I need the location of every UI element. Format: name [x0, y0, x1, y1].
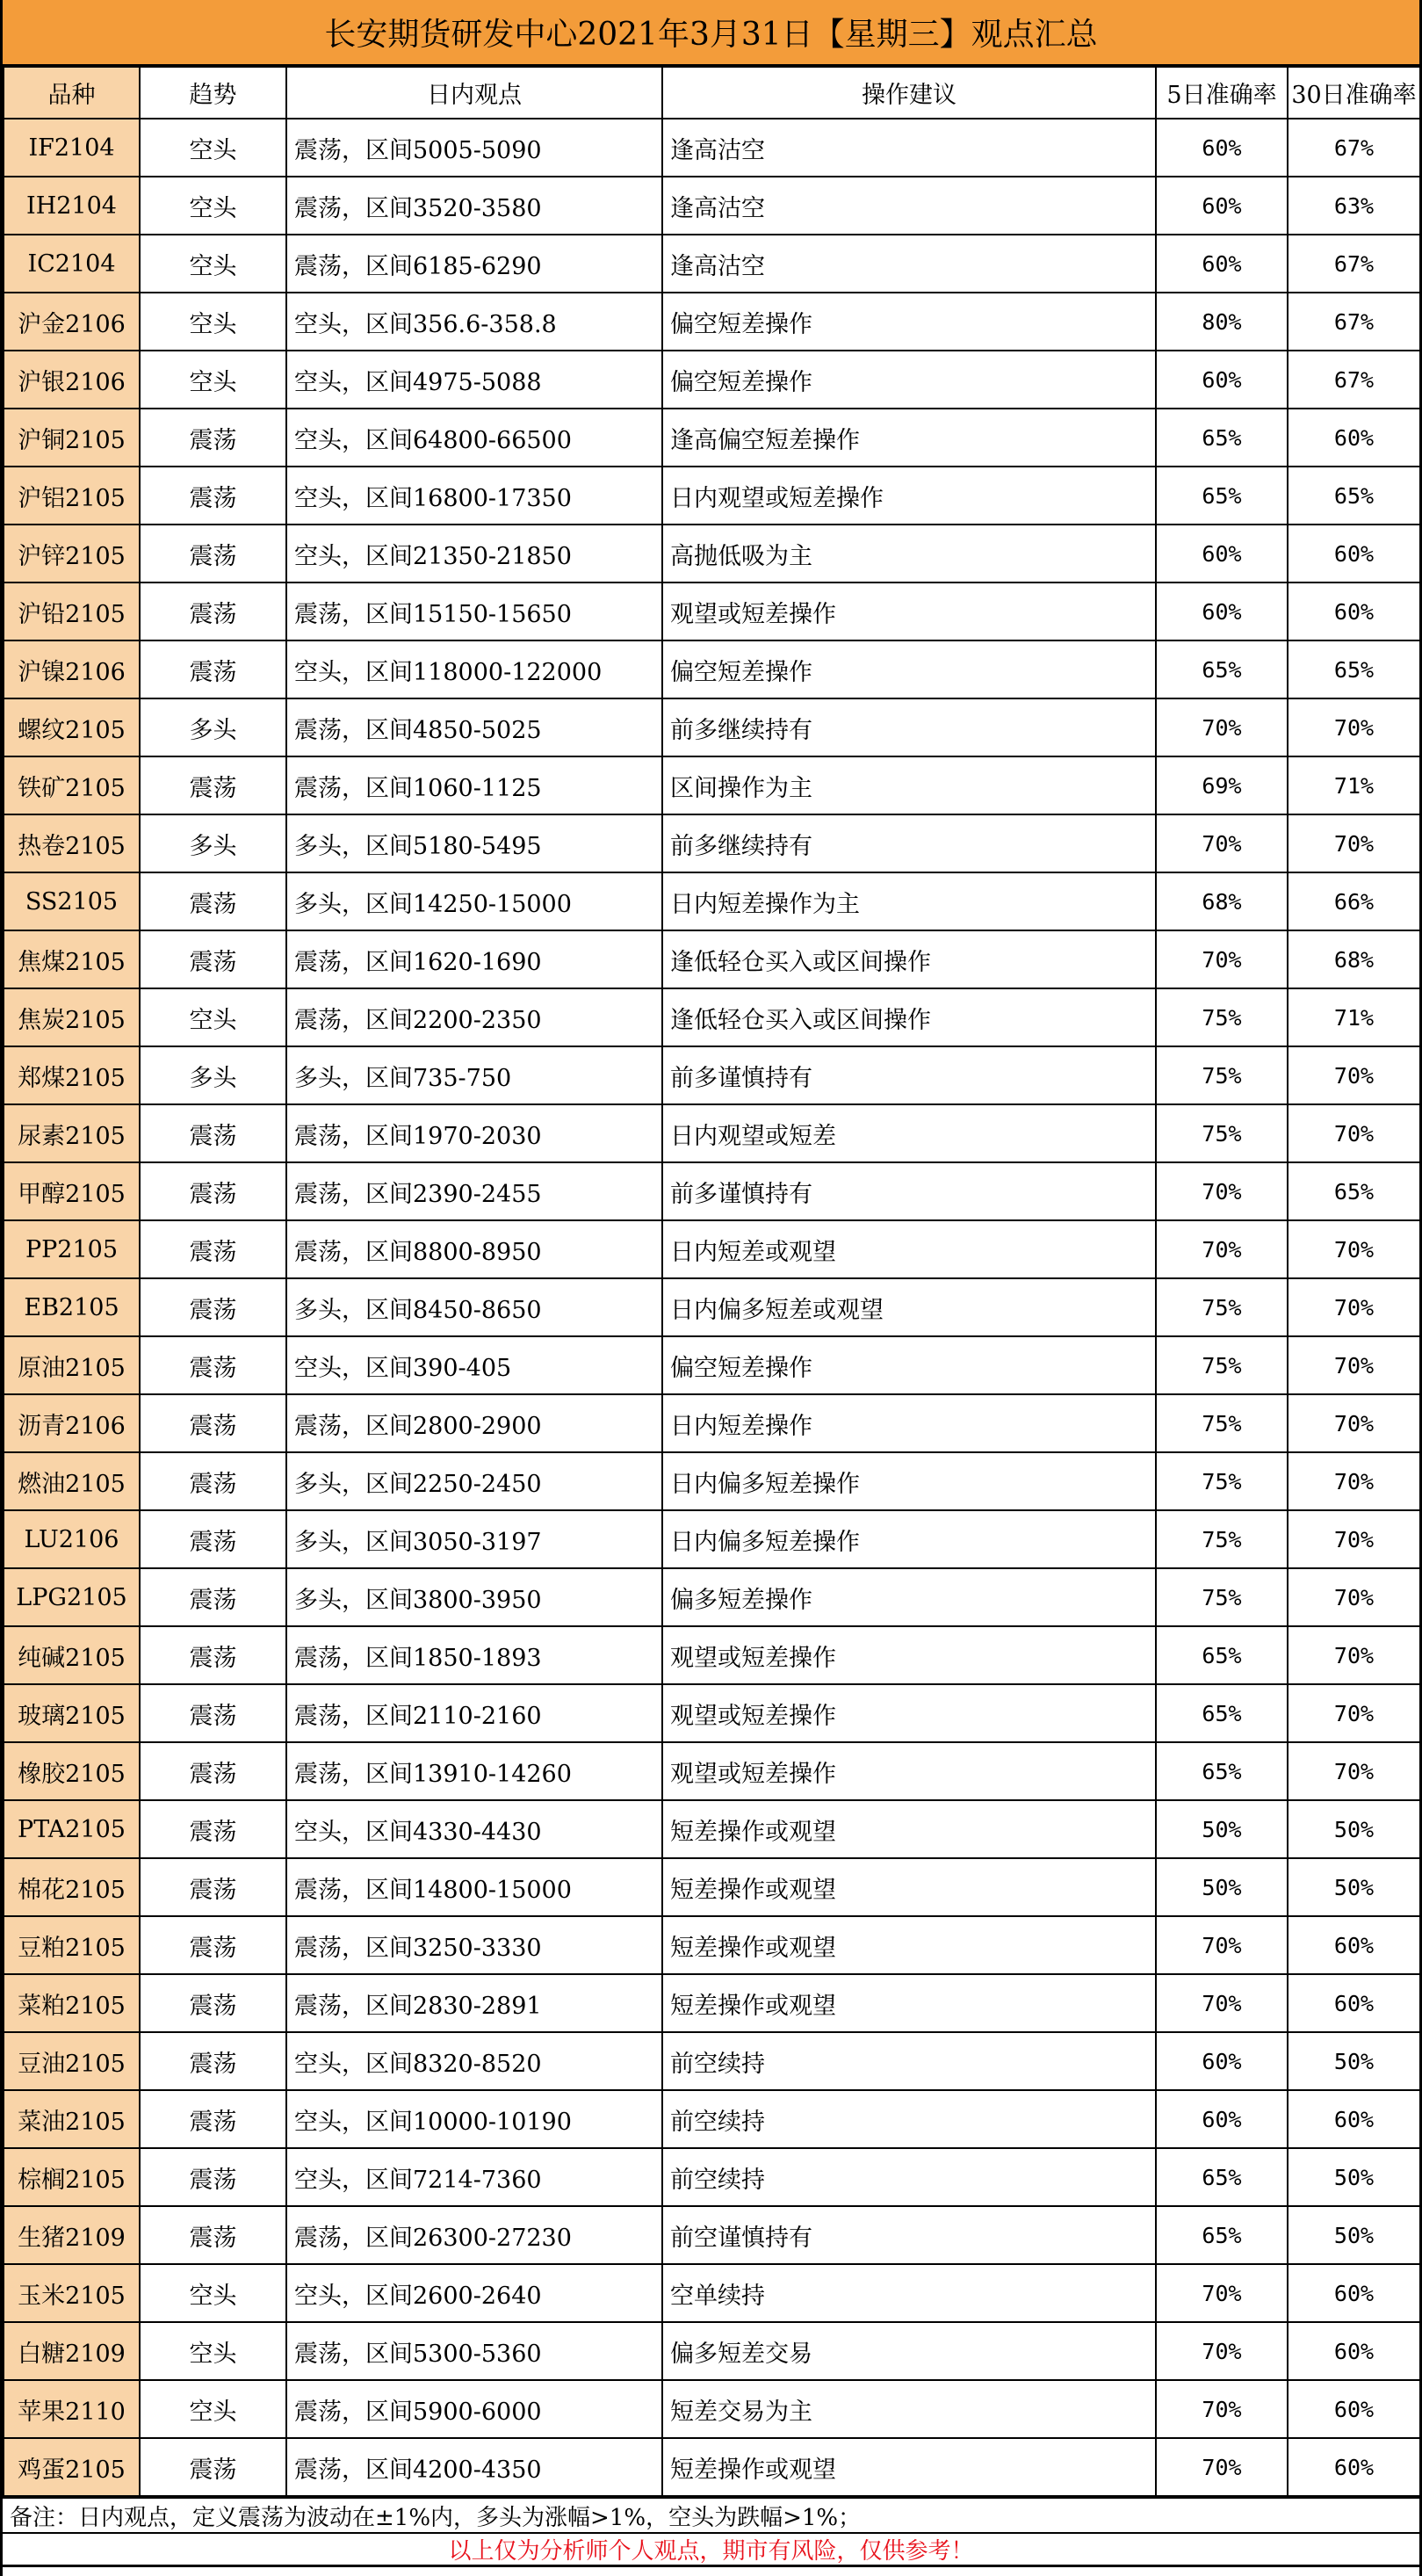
cell-trend: 震荡	[140, 930, 286, 988]
cell-advice: 日内短差或观望	[662, 1220, 1156, 1278]
table-row	[4, 235, 1420, 293]
cell-acc30: 65%	[1288, 640, 1420, 698]
cell-trend: 震荡	[140, 525, 286, 582]
cell-advice: 逢低轻仓买入或区间操作	[662, 988, 1156, 1046]
cell-trend: 空头	[140, 988, 286, 1046]
cell-acc5: 50%	[1156, 1800, 1288, 1858]
cell-name: 热卷2105	[4, 814, 140, 872]
cell-view: 空头，区间7214-7360	[286, 2148, 662, 2206]
cell-advice: 前空续持	[662, 2148, 1156, 2206]
cell-trend: 多头	[140, 1046, 286, 1104]
table-row	[4, 1684, 1420, 1742]
cell-acc30: 70%	[1288, 1104, 1420, 1162]
table-row	[4, 2380, 1420, 2438]
cell-acc30: 70%	[1288, 1626, 1420, 1684]
cell-trend: 震荡	[140, 1974, 286, 2032]
cell-view: 震荡，区间2800-2900	[286, 1394, 662, 1452]
cell-advice: 空单续持	[662, 2264, 1156, 2322]
table-row	[4, 1394, 1420, 1452]
cell-acc30: 50%	[1288, 2032, 1420, 2090]
cell-name: EB2105	[4, 1278, 140, 1336]
cell-trend: 震荡	[140, 2206, 286, 2264]
cell-acc30: 60%	[1288, 2264, 1420, 2322]
table-row	[4, 1104, 1420, 1162]
cell-acc5: 65%	[1156, 640, 1288, 698]
cell-view: 震荡，区间2390-2455	[286, 1162, 662, 1220]
table-row	[4, 640, 1420, 698]
cell-name: 焦煤2105	[4, 930, 140, 988]
cell-advice: 日内短差操作为主	[662, 872, 1156, 930]
cell-acc30: 60%	[1288, 2380, 1420, 2438]
cell-view: 震荡，区间5005-5090	[286, 119, 662, 177]
table-row	[4, 1568, 1420, 1626]
cell-advice: 前空续持	[662, 2032, 1156, 2090]
header-acc30: 30日准确率	[1288, 67, 1420, 119]
cell-name: 苹果2110	[4, 2380, 140, 2438]
cell-acc30: 70%	[1288, 1278, 1420, 1336]
cell-acc30: 50%	[1288, 2148, 1420, 2206]
cell-name: LPG2105	[4, 1568, 140, 1626]
cell-view: 空头，区间356.6-358.8	[286, 293, 662, 351]
cell-name: 玉米2105	[4, 2264, 140, 2322]
cell-advice: 观望或短差操作	[662, 1742, 1156, 1800]
cell-view: 多头，区间3800-3950	[286, 1568, 662, 1626]
table-row	[4, 2032, 1420, 2090]
cell-acc30: 50%	[1288, 1800, 1420, 1858]
cell-trend: 震荡	[140, 1336, 286, 1394]
cell-name: 菜粕2105	[4, 1974, 140, 2032]
cell-acc30: 70%	[1288, 1510, 1420, 1568]
cell-advice: 偏空短差操作	[662, 640, 1156, 698]
table-row	[4, 1974, 1420, 2032]
cell-acc5: 65%	[1156, 409, 1288, 467]
cell-trend: 空头	[140, 119, 286, 177]
cell-acc30: 50%	[1288, 1858, 1420, 1916]
cell-acc5: 75%	[1156, 1510, 1288, 1568]
cell-trend: 空头	[140, 293, 286, 351]
cell-acc30: 71%	[1288, 756, 1420, 814]
cell-acc5: 70%	[1156, 814, 1288, 872]
cell-acc5: 80%	[1156, 293, 1288, 351]
cell-name: 沪锌2105	[4, 525, 140, 582]
cell-acc30: 67%	[1288, 119, 1420, 177]
table-row	[4, 988, 1420, 1046]
cell-acc30: 68%	[1288, 930, 1420, 988]
cell-name: 甲醇2105	[4, 1162, 140, 1220]
table-row	[4, 698, 1420, 756]
cell-name: 沪铜2105	[4, 409, 140, 467]
cell-trend: 多头	[140, 814, 286, 872]
cell-acc30: 70%	[1288, 1684, 1420, 1742]
cell-acc5: 70%	[1156, 698, 1288, 756]
cell-view: 震荡，区间3250-3330	[286, 1916, 662, 1974]
cell-advice: 日内偏多短差操作	[662, 1452, 1156, 1510]
cell-name: 螺纹2105	[4, 698, 140, 756]
cell-acc30: 70%	[1288, 1568, 1420, 1626]
cell-acc5: 50%	[1156, 1858, 1288, 1916]
cell-acc5: 75%	[1156, 1452, 1288, 1510]
cell-view: 震荡，区间1060-1125	[286, 756, 662, 814]
cell-name: IF2104	[4, 119, 140, 177]
cell-advice: 前多继续持有	[662, 814, 1156, 872]
cell-advice: 观望或短差操作	[662, 1684, 1156, 1742]
cell-name: 豆粕2105	[4, 1916, 140, 1974]
cell-trend: 震荡	[140, 2090, 286, 2148]
table-row	[4, 1452, 1420, 1510]
cell-trend: 震荡	[140, 1220, 286, 1278]
cell-advice: 日内短差操作	[662, 1394, 1156, 1452]
risk-warning: 以上仅为分析师个人观点，期市有风险，仅供参考！	[3, 2532, 1419, 2567]
header-view: 日内观点	[286, 67, 662, 119]
cell-acc5: 70%	[1156, 2322, 1288, 2380]
cell-acc5: 65%	[1156, 467, 1288, 525]
cell-view: 多头，区间735-750	[286, 1046, 662, 1104]
cell-trend: 震荡	[140, 2438, 286, 2496]
cell-trend: 震荡	[140, 1684, 286, 1742]
cell-acc5: 65%	[1156, 1742, 1288, 1800]
cell-acc5: 70%	[1156, 1974, 1288, 2032]
table-row	[4, 1916, 1420, 1974]
cell-trend: 震荡	[140, 1568, 286, 1626]
header-advice: 操作建议	[662, 67, 1156, 119]
cell-advice: 短差操作或观望	[662, 2438, 1156, 2496]
cell-trend: 震荡	[140, 1800, 286, 1858]
header-acc5: 5日准确率	[1156, 67, 1288, 119]
table-row	[4, 2090, 1420, 2148]
cell-acc5: 70%	[1156, 2264, 1288, 2322]
cell-trend: 空头	[140, 235, 286, 293]
cell-advice: 逢低轻仓买入或区间操作	[662, 930, 1156, 988]
cell-advice: 短差交易为主	[662, 2380, 1156, 2438]
table-row	[4, 2264, 1420, 2322]
cell-name: 焦炭2105	[4, 988, 140, 1046]
cell-view: 震荡，区间5300-5360	[286, 2322, 662, 2380]
cell-advice: 前多谨慎持有	[662, 1046, 1156, 1104]
cell-acc30: 66%	[1288, 872, 1420, 930]
cell-trend: 震荡	[140, 2032, 286, 2090]
cell-acc5: 65%	[1156, 1626, 1288, 1684]
cell-acc5: 69%	[1156, 756, 1288, 814]
header-name: 品种	[4, 67, 140, 119]
cell-trend: 震荡	[140, 467, 286, 525]
cell-acc5: 75%	[1156, 1336, 1288, 1394]
cell-view: 多头，区间8450-8650	[286, 1278, 662, 1336]
cell-name: 豆油2105	[4, 2032, 140, 2090]
cell-acc5: 70%	[1156, 1916, 1288, 1974]
cell-name: 沪金2106	[4, 293, 140, 351]
cell-acc30: 67%	[1288, 235, 1420, 293]
cell-view: 震荡，区间8800-8950	[286, 1220, 662, 1278]
cell-acc30: 60%	[1288, 525, 1420, 582]
table-row	[4, 872, 1420, 930]
cell-name: 沥青2106	[4, 1394, 140, 1452]
cell-acc30: 60%	[1288, 2090, 1420, 2148]
table-row	[4, 1162, 1420, 1220]
cell-acc5: 70%	[1156, 1162, 1288, 1220]
cell-acc30: 70%	[1288, 1046, 1420, 1104]
cell-acc30: 60%	[1288, 2322, 1420, 2380]
table-row	[4, 1220, 1420, 1278]
cell-advice: 偏多短差交易	[662, 2322, 1156, 2380]
cell-acc30: 67%	[1288, 351, 1420, 409]
cell-trend: 多头	[140, 698, 286, 756]
table-row	[4, 930, 1420, 988]
cell-acc30: 60%	[1288, 409, 1420, 467]
cell-advice: 区间操作为主	[662, 756, 1156, 814]
cell-name: 尿素2105	[4, 1104, 140, 1162]
header-trend: 趋势	[140, 67, 286, 119]
cell-acc30: 70%	[1288, 1220, 1420, 1278]
table-row	[4, 814, 1420, 872]
cell-acc5: 70%	[1156, 1220, 1288, 1278]
table-row	[4, 351, 1420, 409]
table-row	[4, 1800, 1420, 1858]
cell-acc30: 70%	[1288, 698, 1420, 756]
cell-trend: 震荡	[140, 1626, 286, 1684]
cell-view: 震荡，区间2110-2160	[286, 1684, 662, 1742]
cell-view: 空头，区间16800-17350	[286, 467, 662, 525]
cell-acc30: 71%	[1288, 988, 1420, 1046]
table-row	[4, 2148, 1420, 2206]
cell-name: SS2105	[4, 872, 140, 930]
cell-trend: 震荡	[140, 1278, 286, 1336]
cell-view: 空头，区间118000-122000	[286, 640, 662, 698]
cell-acc5: 75%	[1156, 1394, 1288, 1452]
cell-advice: 短差操作或观望	[662, 1858, 1156, 1916]
cell-trend: 震荡	[140, 1916, 286, 1974]
cell-name: IH2104	[4, 177, 140, 235]
cell-name: 棉花2105	[4, 1858, 140, 1916]
cell-name: 燃油2105	[4, 1452, 140, 1510]
cell-name: 玻璃2105	[4, 1684, 140, 1742]
cell-view: 震荡，区间26300-27230	[286, 2206, 662, 2264]
cell-name: 白糖2109	[4, 2322, 140, 2380]
cell-name: PTA2105	[4, 1800, 140, 1858]
cell-advice: 偏空短差操作	[662, 1336, 1156, 1394]
cell-name: 郑煤2105	[4, 1046, 140, 1104]
table-row	[4, 409, 1420, 467]
cell-trend: 震荡	[140, 1162, 286, 1220]
cell-acc30: 60%	[1288, 1916, 1420, 1974]
cell-view: 震荡，区间4850-5025	[286, 698, 662, 756]
cell-acc5: 60%	[1156, 177, 1288, 235]
table-row	[4, 756, 1420, 814]
cell-trend: 空头	[140, 2380, 286, 2438]
table-row	[4, 1278, 1420, 1336]
cell-advice: 前空续持	[662, 2090, 1156, 2148]
cell-view: 空头，区间21350-21850	[286, 525, 662, 582]
cell-advice: 逢高偏空短差操作	[662, 409, 1156, 467]
cell-view: 多头，区间3050-3197	[286, 1510, 662, 1568]
cell-acc5: 60%	[1156, 525, 1288, 582]
table-row	[4, 525, 1420, 582]
cell-acc5: 65%	[1156, 2206, 1288, 2264]
cell-advice: 日内偏多短差或观望	[662, 1278, 1156, 1336]
cell-advice: 日内偏多短差操作	[662, 1510, 1156, 1568]
table-row	[4, 2438, 1420, 2496]
cell-view: 空头，区间4975-5088	[286, 351, 662, 409]
cell-acc30: 60%	[1288, 1974, 1420, 2032]
table-row	[4, 2206, 1420, 2264]
cell-view: 空头，区间10000-10190	[286, 2090, 662, 2148]
cell-advice: 短差操作或观望	[662, 1916, 1156, 1974]
cell-trend: 震荡	[140, 409, 286, 467]
cell-view: 多头，区间2250-2450	[286, 1452, 662, 1510]
cell-name: 菜油2105	[4, 2090, 140, 2148]
cell-acc30: 70%	[1288, 1394, 1420, 1452]
cell-advice: 前多继续持有	[662, 698, 1156, 756]
cell-view: 震荡，区间1850-1893	[286, 1626, 662, 1684]
cell-trend: 空头	[140, 351, 286, 409]
cell-acc5: 75%	[1156, 988, 1288, 1046]
cell-advice: 逢高沽空	[662, 235, 1156, 293]
views-table	[3, 66, 1421, 2497]
cell-acc5: 75%	[1156, 1046, 1288, 1104]
cell-trend: 震荡	[140, 1452, 286, 1510]
cell-trend: 震荡	[140, 756, 286, 814]
table-row	[4, 1046, 1420, 1104]
cell-name: 沪镍2106	[4, 640, 140, 698]
table-row	[4, 1510, 1420, 1568]
cell-view: 震荡，区间5900-6000	[286, 2380, 662, 2438]
cell-acc30: 65%	[1288, 467, 1420, 525]
cell-trend: 空头	[140, 2264, 286, 2322]
cell-acc30: 70%	[1288, 1336, 1420, 1394]
cell-name: LU2106	[4, 1510, 140, 1568]
cell-name: 橡胶2105	[4, 1742, 140, 1800]
table-row	[4, 119, 1420, 177]
cell-view: 空头，区间8320-8520	[286, 2032, 662, 2090]
table-row	[4, 293, 1420, 351]
cell-acc30: 70%	[1288, 1742, 1420, 1800]
cell-acc30: 50%	[1288, 2206, 1420, 2264]
cell-acc5: 60%	[1156, 351, 1288, 409]
cell-acc5: 60%	[1156, 582, 1288, 640]
footnote: 备注：日内观点，定义震荡为波动在±1%内，多头为涨幅>1%，空头为跌幅>1%；	[3, 2497, 1419, 2532]
cell-name: 鸡蛋2105	[4, 2438, 140, 2496]
table-row	[4, 2322, 1420, 2380]
cell-advice: 短差操作或观望	[662, 1800, 1156, 1858]
cell-advice: 前空谨慎持有	[662, 2206, 1156, 2264]
cell-view: 震荡，区间2830-2891	[286, 1974, 662, 2032]
table-row	[4, 582, 1420, 640]
cell-acc30: 67%	[1288, 293, 1420, 351]
cell-trend: 震荡	[140, 872, 286, 930]
cell-name: 纯碱2105	[4, 1626, 140, 1684]
cell-name: 生猪2109	[4, 2206, 140, 2264]
cell-view: 空头，区间64800-66500	[286, 409, 662, 467]
cell-advice: 偏空短差操作	[662, 293, 1156, 351]
cell-trend: 震荡	[140, 1510, 286, 1568]
cell-acc5: 60%	[1156, 235, 1288, 293]
cell-advice: 日内观望或短差	[662, 1104, 1156, 1162]
cell-acc30: 65%	[1288, 1162, 1420, 1220]
cell-name: 铁矿2105	[4, 756, 140, 814]
cell-view: 震荡，区间14800-15000	[286, 1858, 662, 1916]
cell-advice: 逢高沽空	[662, 177, 1156, 235]
cell-acc30: 70%	[1288, 1452, 1420, 1510]
cell-view: 震荡，区间1970-2030	[286, 1104, 662, 1162]
cell-advice: 前多谨慎持有	[662, 1162, 1156, 1220]
cell-advice: 日内观望或短差操作	[662, 467, 1156, 525]
cell-trend: 空头	[140, 2322, 286, 2380]
cell-acc30: 60%	[1288, 582, 1420, 640]
cell-acc30: 60%	[1288, 2438, 1420, 2496]
cell-advice: 逢高沽空	[662, 119, 1156, 177]
cell-name: 沪铅2105	[4, 582, 140, 640]
cell-acc5: 75%	[1156, 1568, 1288, 1626]
cell-advice: 偏多短差操作	[662, 1568, 1156, 1626]
cell-name: 棕榈2105	[4, 2148, 140, 2206]
cell-view: 空头，区间4330-4430	[286, 1800, 662, 1858]
table-row	[4, 1742, 1420, 1800]
cell-name: 沪银2106	[4, 351, 140, 409]
cell-acc5: 65%	[1156, 1684, 1288, 1742]
cell-name: IC2104	[4, 235, 140, 293]
cell-trend: 空头	[140, 177, 286, 235]
cell-acc5: 75%	[1156, 1278, 1288, 1336]
cell-name: 原油2105	[4, 1336, 140, 1394]
cell-view: 多头，区间14250-15000	[286, 872, 662, 930]
table-row	[4, 177, 1420, 235]
cell-view: 震荡，区间6185-6290	[286, 235, 662, 293]
table-row	[4, 1626, 1420, 1684]
cell-trend: 震荡	[140, 1394, 286, 1452]
cell-view: 震荡，区间13910-14260	[286, 1742, 662, 1800]
cell-view: 空头，区间390-405	[286, 1336, 662, 1394]
cell-view: 多头，区间5180-5495	[286, 814, 662, 872]
cell-acc5: 60%	[1156, 119, 1288, 177]
sheet-title: 长安期货研发中心2021年3月31日【星期三】观点汇总	[3, 0, 1419, 66]
cell-trend: 震荡	[140, 640, 286, 698]
cell-trend: 震荡	[140, 1858, 286, 1916]
table-row	[4, 467, 1420, 525]
cell-advice: 观望或短差操作	[662, 582, 1156, 640]
cell-acc5: 70%	[1156, 2380, 1288, 2438]
cell-advice: 短差操作或观望	[662, 1974, 1156, 2032]
cell-trend: 震荡	[140, 1104, 286, 1162]
cell-view: 震荡，区间15150-15650	[286, 582, 662, 640]
table-row	[4, 1858, 1420, 1916]
table-row	[4, 1336, 1420, 1394]
cell-advice: 观望或短差操作	[662, 1626, 1156, 1684]
cell-name: 沪铝2105	[4, 467, 140, 525]
cell-trend: 震荡	[140, 582, 286, 640]
cell-advice: 偏空短差操作	[662, 351, 1156, 409]
cell-view: 震荡，区间2200-2350	[286, 988, 662, 1046]
cell-acc5: 70%	[1156, 930, 1288, 988]
cell-acc30: 70%	[1288, 814, 1420, 872]
table-body	[4, 119, 1420, 2496]
cell-acc5: 60%	[1156, 2032, 1288, 2090]
cell-acc5: 60%	[1156, 2090, 1288, 2148]
cell-acc5: 68%	[1156, 872, 1288, 930]
cell-view: 震荡，区间3520-3580	[286, 177, 662, 235]
cell-view: 震荡，区间1620-1690	[286, 930, 662, 988]
cell-advice: 高抛低吸为主	[662, 525, 1156, 582]
cell-acc30: 63%	[1288, 177, 1420, 235]
table-header-row	[4, 67, 1420, 119]
cell-trend: 震荡	[140, 2148, 286, 2206]
cell-view: 震荡，区间4200-4350	[286, 2438, 662, 2496]
cell-acc5: 70%	[1156, 2438, 1288, 2496]
cell-view: 空头，区间2600-2640	[286, 2264, 662, 2322]
cell-name: PP2105	[4, 1220, 140, 1278]
cell-trend: 震荡	[140, 1742, 286, 1800]
cell-acc5: 65%	[1156, 2148, 1288, 2206]
cell-acc5: 75%	[1156, 1104, 1288, 1162]
